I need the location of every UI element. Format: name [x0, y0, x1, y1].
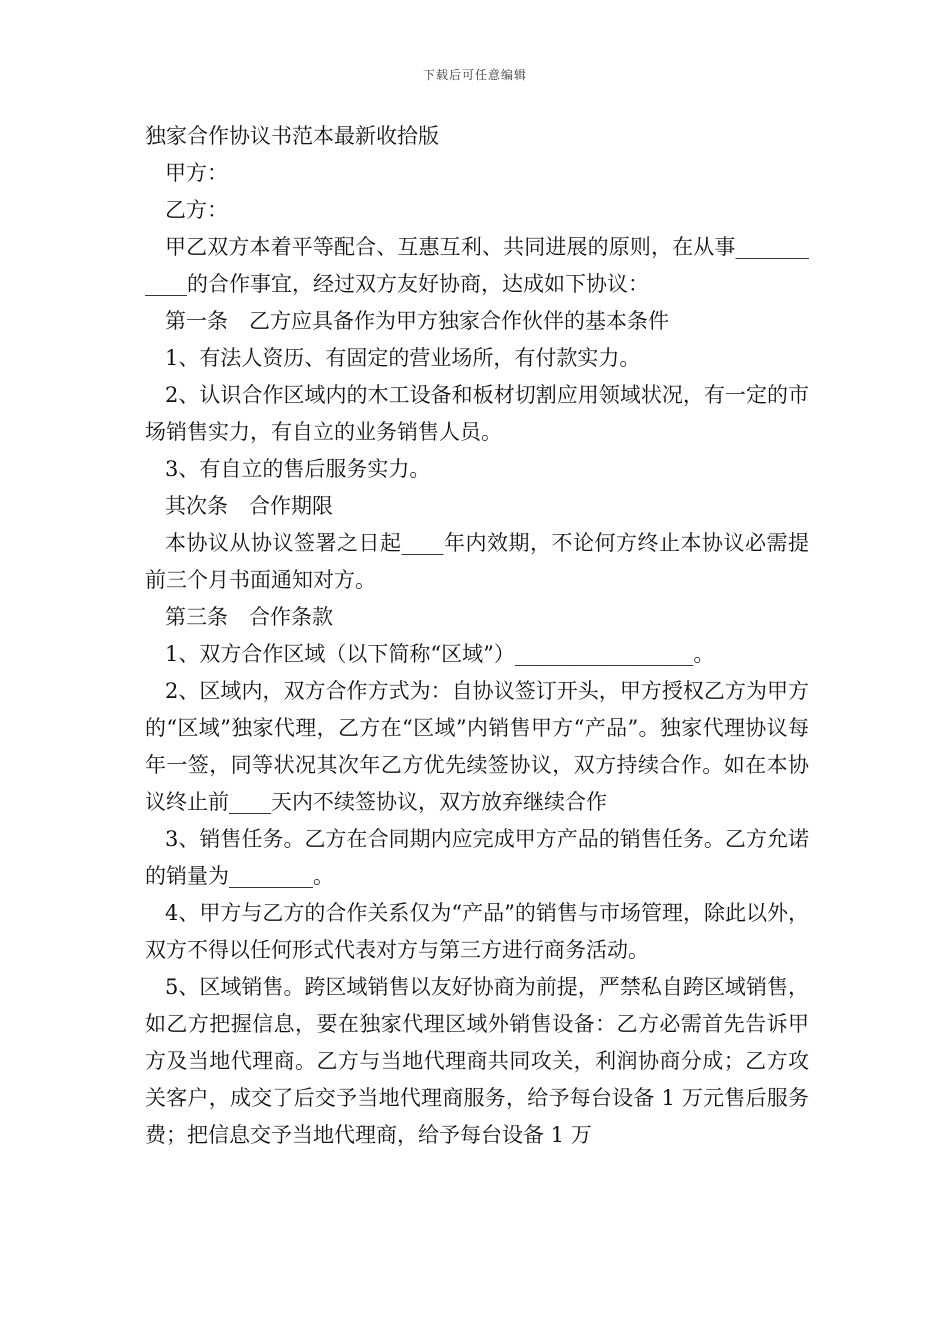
document-title: 独家合作协议书范本最新收拾版 [145, 124, 439, 148]
document-body [145, 118, 809, 1154]
article-3-heading: 第三条 合作条款 [165, 605, 333, 629]
article-3-item-4: 4、甲方与乙方的合作关系仅为“产品”的销售与市场管理，除此以外，双方不得以任何形式代表对方与第三方进行商务活动。 [145, 901, 809, 962]
article-2-body: 本协议从协议签署之日起____年内效期，不论何方终止本协议必需提前三个月书面通知对方。 [145, 531, 809, 592]
preamble-paragraph: 甲乙双方本着平等配合、互惠互利、共同进展的原则，在从事___________的合作事宜，经过双方友好协商，达成如下协议： [145, 235, 809, 296]
article-3-item-5: 5、区域销售。跨区域销售以友好协商为前提，严禁私自跨区域销售，如乙方把握信息，要在独家代理区域外销售设备：乙方必需首先告诉甲方及当地代理商。乙方与当地代理商共同攻关，利润协商分成；乙方攻关客户，成交了后交予当地代理商服务，给予每台设备 1 万元售后服务费；把信息交予当地代理商，给予每台设备 1 万 [145, 975, 809, 1147]
party-b-line: 乙方： [165, 198, 228, 222]
article-3-item-1: 1、双方合作区域（以下简称“区域”）_________________。 [165, 642, 715, 666]
article-3-item-2: 2、区域内，双方合作方式为：自协议签订开头，甲方授权乙方为甲方的“区域”独家代理，乙方在“区域”内销售甲方“产品”。独家代理协议每年一签，同等状况其次年乙方优先续签协议，双方持续合作。如在本协议终止前____天内不续签协议，双方放弃继续合作 [145, 679, 809, 814]
article-1-item-3: 3、有自立的售后服务实力。 [165, 457, 431, 481]
party-a-line: 甲方： [165, 161, 228, 185]
page-header-note: 下载后可任意编辑 [422, 68, 527, 82]
article-2-heading: 其次条 合作期限 [165, 494, 333, 518]
article-3-item-3: 3、销售任务。乙方在合同期内应完成甲方产品的销售任务。乙方允诺的销量为________。 [145, 827, 809, 888]
article-1-item-2: 2、认识合作区域内的木工设备和板材切割应用领域状况，有一定的市场销售实力，有自立的业务销售人员。 [145, 383, 809, 444]
article-1-heading: 第一条 乙方应具备作为甲方独家合作伙伴的基本条件 [165, 309, 669, 333]
article-1-item-1: 1、有法人资历、有固定的营业场所，有付款实力。 [165, 346, 641, 370]
